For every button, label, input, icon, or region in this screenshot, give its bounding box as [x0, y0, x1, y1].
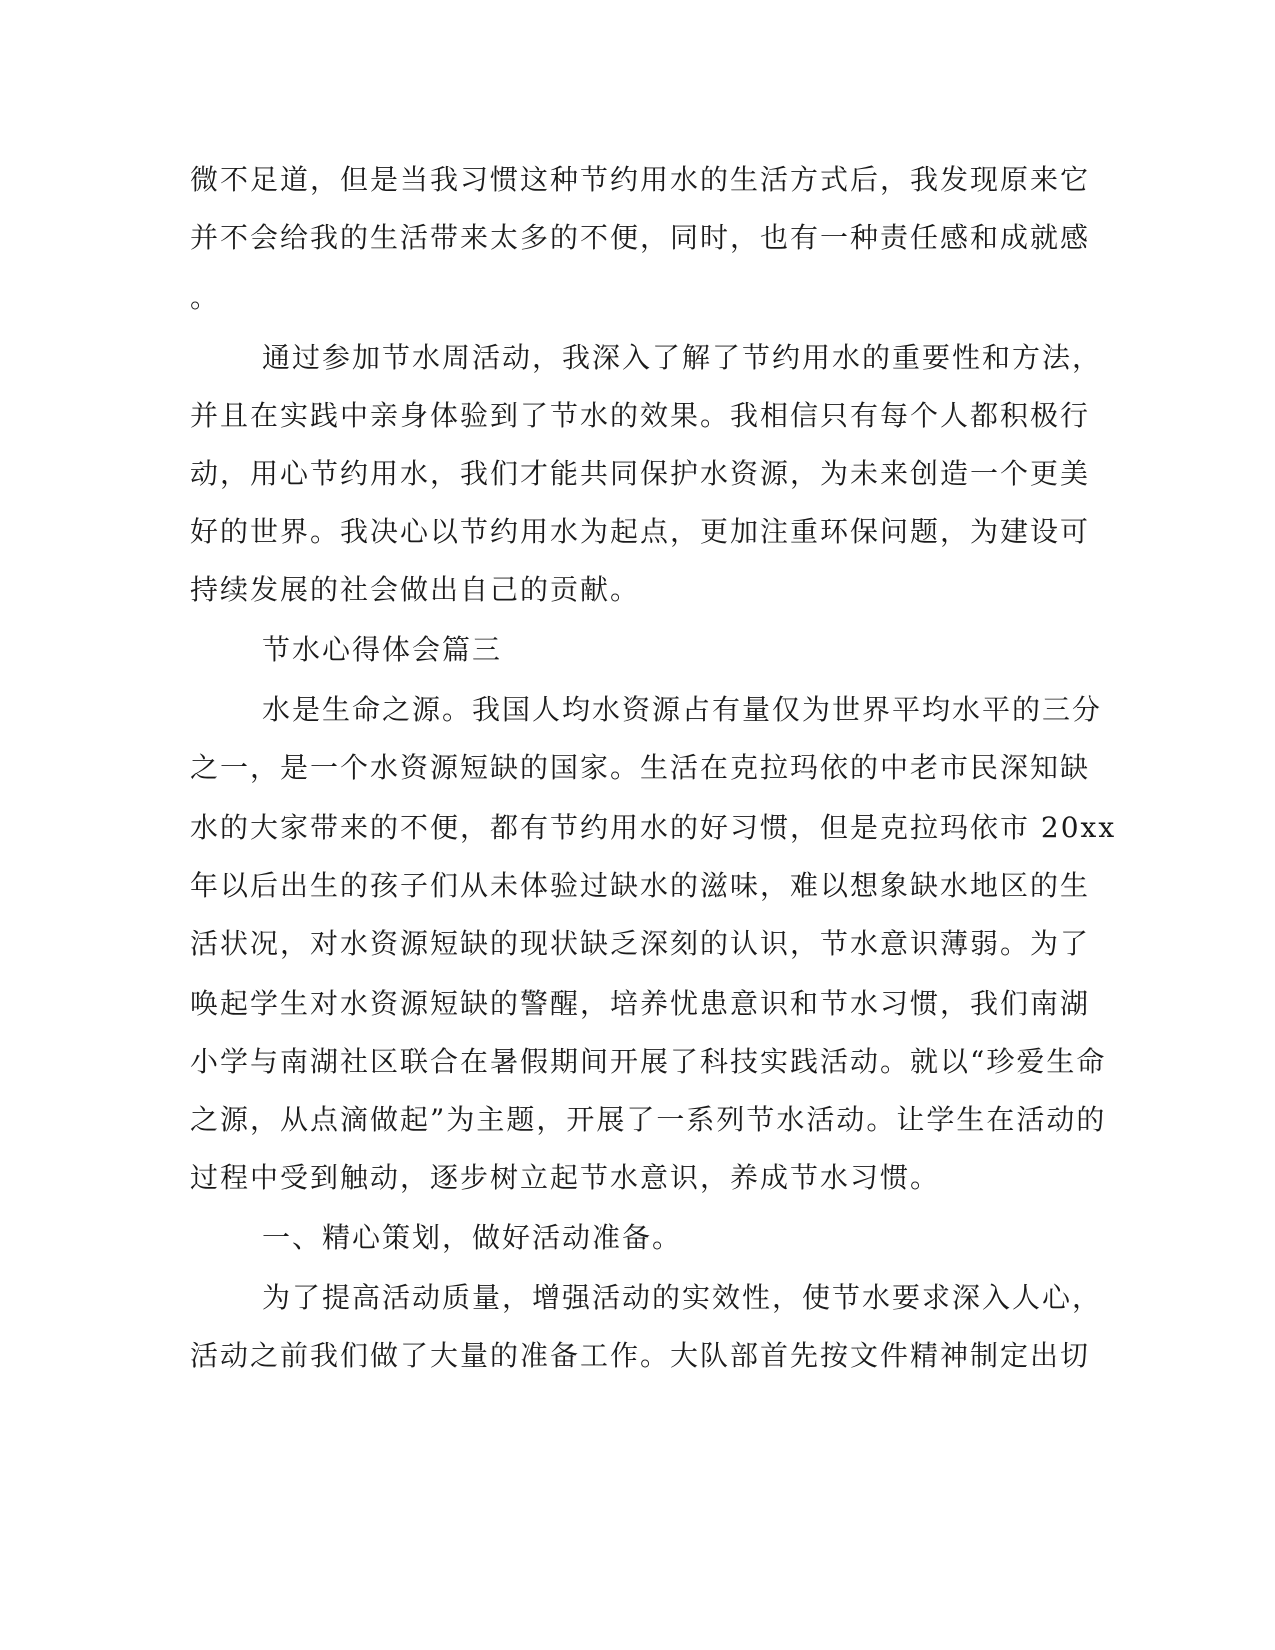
- text-line: 年以后出生的孩子们从未体验过缺水的滋味，难以想象缺水地区的生: [190, 869, 1091, 902]
- text-line: 动，用心节约用水，我们才能共同保护水资源，为未来创造一个更美: [190, 457, 1091, 490]
- paragraph-first-line: 通过参加节水周活动，我深入了解了节约用水的重要性和方法，: [262, 341, 1103, 374]
- text-line: 唤起学生对水资源短缺的警醒，培养忧患意识和节水习惯，我们南湖: [190, 987, 1091, 1020]
- text-line: 活状况，对水资源短缺的现状缺乏深刻的认识，节水意识薄弱。为了: [190, 927, 1091, 960]
- text-line: 微不足道，但是当我习惯这种节约用水的生活方式后，我发现原来它: [190, 163, 1091, 196]
- text-line: 小学与南湖社区联合在暑假期间开展了科技实践活动。就以“珍爱生命: [190, 1045, 1107, 1078]
- text-line: 之源，从点滴做起”为主题，开展了一系列节水活动。让学生在活动的: [190, 1103, 1107, 1136]
- paragraph-first-line: 为了提高活动质量，增强活动的实效性，使节水要求深入人心，: [262, 1281, 1103, 1314]
- text-line: 。: [190, 281, 221, 314]
- text-line: 水的大家带来的不便，都有节约用水的好习惯，但是克拉玛依市 20xx: [190, 811, 1117, 844]
- subsection-heading: 一、精心策划，做好活动准备。: [262, 1221, 683, 1254]
- text-line: 并且在实践中亲身体验到了节水的效果。我相信只有每个人都积极行: [190, 399, 1091, 432]
- text-line: 并不会给我的生活带来太多的不便，同时，也有一种责任感和成就感: [190, 221, 1091, 254]
- text-line: 过程中受到触动，逐步树立起节水意识，养成节水习惯。: [190, 1161, 941, 1194]
- text-line: 之一，是一个水资源短缺的国家。生活在克拉玛依的中老市民深知缺: [190, 751, 1091, 784]
- text-line: 好的世界。我决心以节约用水为起点，更加注重环保问题，为建设可: [190, 515, 1091, 548]
- text-line: 持续发展的社会做出自己的贡献。: [190, 573, 641, 606]
- text-line: 活动之前我们做了大量的准备工作。大队部首先按文件精神制定出切: [190, 1339, 1091, 1372]
- section-heading: 节水心得体会篇三: [262, 633, 503, 666]
- paragraph-first-line: 水是生命之源。我国人均水资源占有量仅为世界平均水平的三分: [262, 693, 1103, 726]
